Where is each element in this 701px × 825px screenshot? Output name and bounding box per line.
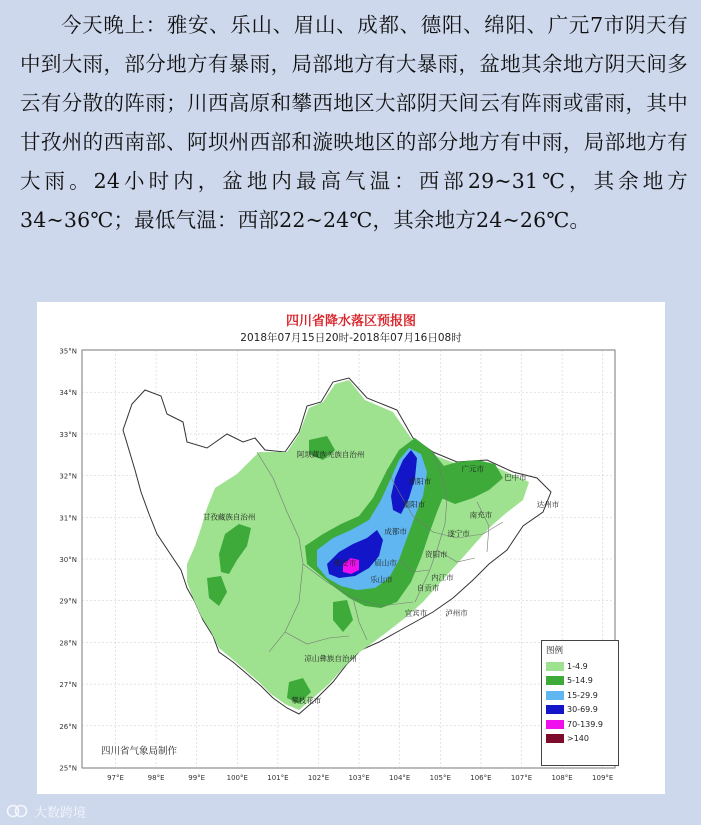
place-label: 绵阳市 — [408, 476, 432, 486]
map-credit: 四川省气象局制作 — [101, 746, 178, 757]
lat-tick-label: 34°N — [59, 389, 77, 398]
lon-tick-label: 109°E — [592, 774, 614, 782]
place-label: 内江市 — [431, 572, 454, 582]
legend-label: 5-14.9 — [567, 676, 593, 686]
legend-item — [542, 674, 618, 689]
legend-item — [542, 717, 618, 732]
lon-tick-label: 100°E — [226, 774, 248, 782]
legend-label: 30-69.9 — [567, 705, 598, 715]
map-title: 四川省降水落区预报图 — [285, 314, 416, 329]
place-label: 德阳市 — [402, 499, 426, 509]
legend-swatch — [546, 691, 564, 700]
legend-item — [542, 659, 618, 674]
place-label: 凉山彝族自治州 — [304, 654, 357, 664]
lat-tick-label: 32°N — [59, 472, 77, 481]
watermark-logo-icon — [6, 803, 28, 819]
place-label: 宜宾市 — [404, 608, 428, 618]
place-label: 乐山市 — [370, 574, 393, 584]
lat-tick-label: 33°N — [59, 430, 77, 439]
forecast-paragraph: 今天晚上：雅安、乐山、眉山、成都、德阳、绵阳、广元7市阴天有中到大雨，部分地方有暴雨，局部地方有大暴雨，盆地其余地方阴天间多云有分散的阵雨；川西高原和攀西地区大部阴天间云有阵雨或雷雨，其中甘孜州的西南部、阿坝州西部和漩映地区的部分地方有中雨，局部地方有大雨。24小时内，盆地内最高气温：西部29~31℃，其余地方34~36℃；最低气温：西部22~24℃，其余地方24~26℃。 — [20, 13, 688, 232]
lon-tick-label: 102°E — [307, 774, 330, 782]
watermark-text: 大数跨境 — [34, 805, 87, 821]
place-label: 雅安市 — [333, 558, 357, 568]
place-label: 巴中市 — [504, 472, 527, 482]
lat-tick-label: 30°N — [59, 556, 77, 564]
legend-item — [542, 703, 618, 718]
legend-swatch — [546, 734, 564, 743]
place-label: 眉山市 — [374, 558, 397, 568]
lon-tick-label: 107°E — [510, 774, 533, 782]
watermark — [6, 800, 86, 822]
lon-tick-label: 97°E — [107, 774, 124, 782]
map-time-range: 2018年07月15日20时-2018年07月16日08时 — [240, 332, 462, 344]
place-label: 南充市 — [469, 510, 493, 520]
place-label: 达州市 — [536, 499, 560, 509]
legend-item — [542, 688, 618, 703]
lon-tick-label: 105°E — [429, 774, 451, 782]
place-label: 攀枝花市 — [291, 695, 322, 705]
lon-tick-label: 98°E — [147, 774, 165, 782]
legend-label: 70-139.9 — [567, 719, 603, 729]
precipitation-map-figure — [37, 302, 665, 794]
legend-swatch — [546, 676, 564, 685]
lon-tick-label: 99°E — [188, 774, 206, 782]
place-label: 泸州市 — [445, 608, 468, 618]
lat-tick-label: 35°N — [59, 347, 77, 356]
legend-label: 1-4.9 — [567, 661, 588, 671]
place-label: 阿坝藏族羌族自治州 — [296, 449, 365, 459]
legend-swatch — [546, 662, 564, 671]
place-label: 自贡市 — [416, 583, 440, 593]
lat-tick-label: 27°N — [59, 681, 77, 690]
lat-tick-label: 29°N — [59, 597, 77, 606]
legend-label: 15-29.9 — [567, 690, 598, 700]
legend-item — [542, 732, 618, 747]
legend-swatch — [546, 705, 564, 714]
legend-title: 图例 — [546, 646, 564, 656]
lat-tick-label: 25°N — [59, 764, 77, 773]
lon-tick-label: 106°E — [470, 774, 492, 782]
place-label: 遂宁市 — [447, 529, 470, 539]
legend-label: >140 — [567, 734, 589, 744]
legend-swatch — [546, 720, 564, 729]
lon-tick-label: 104°E — [389, 774, 411, 782]
lat-tick-label: 31°N — [59, 514, 77, 523]
place-label: 甘孜藏族自治州 — [202, 512, 256, 522]
lon-tick-label: 108°E — [551, 774, 573, 782]
place-label: 成都市 — [384, 526, 407, 536]
place-label: 资阳市 — [424, 549, 448, 559]
map-legend — [541, 640, 619, 766]
forecast-article — [20, 6, 688, 240]
lat-tick-label: 26°N — [59, 722, 77, 731]
lon-tick-label: 101°E — [267, 774, 289, 782]
place-label: 广元市 — [461, 464, 485, 474]
lon-tick-label: 103°E — [348, 774, 370, 782]
lat-tick-label: 28°N — [59, 639, 77, 648]
